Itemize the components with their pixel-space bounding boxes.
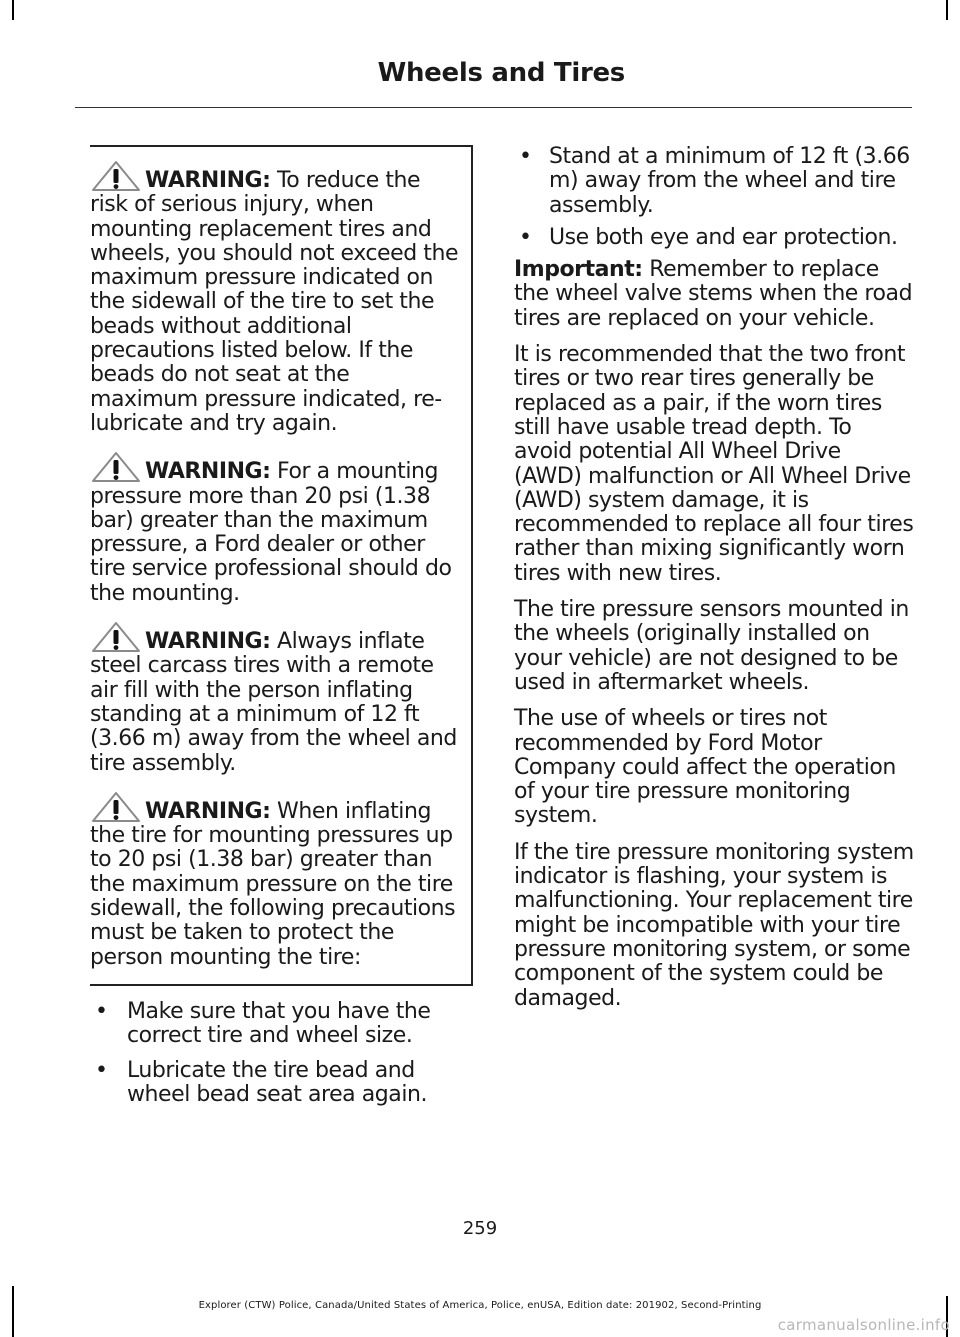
warning-text: To reduce the risk of serious injury, when mounting replacement tires and wheels, you should not exceed the maximum pressure indicated on the sidewall of the tire to set the beads without additional precautions listed below. If the beads do not seat at the maximum pressure indicated, re-lubricate and try again. xyxy=(90,168,459,436)
bullet-dot: • xyxy=(95,1057,108,1083)
crop-mark-bottom-left xyxy=(12,1286,14,1337)
warning-text: Always inflate steel carcass tires with a remote air fill with the person inflating standing at a minimum of 12 ft (3.66 m) away from the wheel and tire assembly. xyxy=(90,629,457,776)
bullet-dot: • xyxy=(519,224,532,250)
list-item xyxy=(514,226,914,250)
warning-2 xyxy=(90,460,463,606)
watermark: carmanualsonline.info xyxy=(777,1316,950,1334)
page-title: Wheels and Tires xyxy=(377,58,625,88)
footer-edition-text: Explorer (CTW) Police, Canada/United States of America, Police, enUSA, Edition date: 201902, Second-Printing xyxy=(198,1300,762,1311)
warning-4 xyxy=(90,800,463,970)
paragraph: The tire pressure sensors mounted in the wheels (originally installed on your vehicle) are not designed to be used in aftermarket wheels. xyxy=(514,597,909,695)
warning-label: WARNING: xyxy=(145,629,271,655)
list-item xyxy=(90,1059,473,1108)
warnings-box xyxy=(90,145,473,986)
warning-label: WARNING: xyxy=(145,168,271,193)
left-bullet-list xyxy=(90,1000,473,1107)
crop-mark-top-right xyxy=(946,0,948,20)
list-item-text: Make sure that you have the correct tire and wheel size. xyxy=(127,998,431,1049)
list-item-text: Stand at a minimum of 12 ft (3.66 m) away from the wheel and tire assembly. xyxy=(549,144,910,218)
crop-mark-top-left xyxy=(12,0,14,20)
warning-text: For a mounting pressure more than 20 psi (1.38 bar) greater than the maximum pressure, a Ford dealer or other tire service professional should do the mounting. xyxy=(90,459,452,606)
warning-text: When inflating the tire for mounting pressures up to 20 psi (1.38 bar) greater than the maximum pressure on the tire sidewall, the following precautions must be taken to protect the person mounting the tire: xyxy=(90,798,456,970)
paragraph: If the tire pressure monitoring system indicator is flashing, your system is malfunctioning. Your replacement tire might be incompatible with your tire pressure monitoring system, or some component of the system could be damaged. xyxy=(514,839,914,1011)
paragraph: It is recommended that the two front tires or two rear tires generally be replaced as a pair, if the worn tires still have usable tread depth. To avoid potential All Wheel Drive (AWD) malfunction or All Wheel Drive (AWD) system damage, it is recommended to replace all four tires rather than mixing significantly worn tires with new tires. xyxy=(514,342,914,586)
warning-triangle-icon xyxy=(90,159,142,193)
right-column xyxy=(514,145,914,1023)
important-note xyxy=(514,258,914,331)
warning-triangle-icon xyxy=(90,620,142,654)
warning-label: WARNING: xyxy=(145,798,271,824)
warning-triangle-icon xyxy=(90,450,142,484)
page-number: 259 xyxy=(462,1218,498,1239)
warning-3 xyxy=(90,630,463,776)
warning-label: WARNING: xyxy=(145,459,271,485)
list-item xyxy=(514,145,914,218)
bullet-dot: • xyxy=(519,144,532,169)
list-item-text: Use both eye and ear protection. xyxy=(549,224,898,250)
warning-triangle-icon xyxy=(90,790,142,824)
bullet-dot: • xyxy=(95,998,108,1024)
header-divider xyxy=(75,107,912,108)
important-label: Important: xyxy=(514,257,643,283)
right-bullet-list xyxy=(514,145,914,250)
important-text: Remember to replace the wheel valve stems when the road tires are replaced on your vehicle. xyxy=(514,257,913,331)
left-column xyxy=(90,145,473,1117)
paragraph: The use of wheels or tires not recommended by Ford Motor Company could affect the operation of your tire pressure monitoring system. xyxy=(514,706,896,829)
warning-1 xyxy=(90,169,463,436)
list-item xyxy=(90,1000,473,1049)
list-item-text: Lubricate the tire bead and wheel bead seat area again. xyxy=(127,1057,428,1107)
